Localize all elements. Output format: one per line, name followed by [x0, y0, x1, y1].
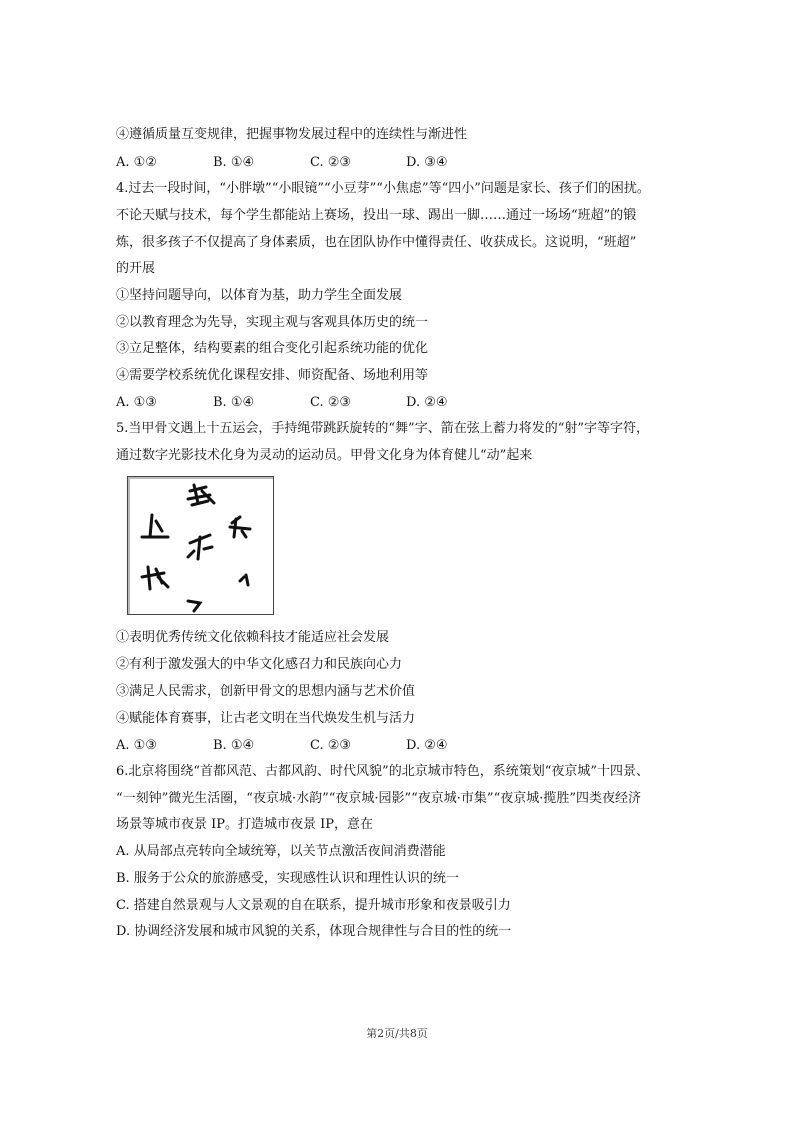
q3-option-b[interactable]: B. ①④: [213, 155, 255, 170]
q4-statement-1: ①坚持问题导向，以体育为基，助力学生全面发展: [116, 288, 403, 303]
q5-statement-3: ③满足人民需求，创新甲骨文的思想内涵与艺术价值: [116, 684, 416, 699]
q5-stem-line: 5.当甲骨文遇上十五运会，手持绳带跳跃旋转的“舞”字、箭在弦上蓄力将发的“射”字等字符，: [116, 421, 649, 436]
q6-choice-c[interactable]: C. 搭建自然景观与人文景观的自在联系，提升城市形象和夜景吸引力: [116, 898, 511, 913]
glyph-bottom: [188, 601, 200, 611]
q4-stem-line: 4.过去一段时间，“小胖墩”“小眼镜”“小豆芽”“小焦虑”等“四小”问题是家长、孩子们的困扰。: [116, 181, 650, 196]
page-number: 第2页/共8页: [366, 1027, 428, 1040]
q5-option-b[interactable]: B. ①④: [213, 738, 255, 753]
q6-stem-line: “一刻钟”微光生活圈，“夜京城·水韵”“夜京城·园影”“夜京城·市集”“夜京城·揽胜”四类夜经济: [116, 791, 641, 806]
q6-stem-line: 场景等城市夜景 IP。打造城市夜景 IP，意在: [116, 817, 374, 832]
q3-option-a[interactable]: A. ①②: [116, 155, 157, 170]
q5-statement-4: ④赋能体育赛事，让古老文明在当代焕发生机与活力: [116, 711, 416, 726]
glyph-center: [188, 535, 212, 559]
q6-choice-a[interactable]: A. 从局部点亮转向全域统筹，以关节点激活夜间消费潜能: [116, 844, 446, 859]
q5-statement-1: ①表明优秀传统文化依赖科技才能适应社会发展: [116, 630, 390, 645]
q6-choice-d[interactable]: D. 协调经济发展和城市风貌的关系，体现合规律性与合目的性的统一: [116, 924, 512, 939]
q6-stem-line: 6.北京将围绕“首都风范、古都风韵、时代风貌”的北京城市特色，系统策划“夜京城”十四景、: [116, 764, 649, 779]
q4-option-a[interactable]: A. ①③: [116, 395, 157, 410]
q4-statement-4: ④需要学校系统优化课程安排、师资配备、场地利用等: [116, 368, 429, 383]
q4-option-b[interactable]: B. ①④: [213, 395, 255, 410]
q4-stem-line: 炼，很多孩子不仅提高了身体素质，也在团队协作中懂得责任、收获成长。这说明，“班超”: [116, 235, 637, 250]
glyph-left: [142, 515, 168, 537]
q4-statement-2: ②以教育理念为先导，实现主观与客观具体历史的统一: [116, 315, 429, 330]
q5-option-c[interactable]: C. ②③: [310, 738, 352, 753]
q5-option-d[interactable]: D. ②④: [406, 738, 448, 753]
q5-statement-2: ②有利于激发强大的中华文化感召力和民族向心力: [116, 657, 403, 672]
q4-stem-line: 的开展: [116, 261, 156, 276]
q5-stem-line: 通过数字光影技术化身为灵动的运动员。甲骨文化身为体育健儿“动”起来: [116, 448, 533, 463]
glyph-top: [188, 485, 214, 505]
q3-option-d[interactable]: D. ③④: [406, 155, 448, 170]
q4-statement-3: ③立足整体，结构要素的组合变化引起系统功能的优化: [116, 341, 429, 356]
q5-option-a[interactable]: A. ①③: [116, 738, 157, 753]
oracle-bone-figure: [127, 476, 274, 615]
glyph-right-small: [240, 575, 248, 585]
q4-option-c[interactable]: C. ②③: [310, 395, 352, 410]
q3-option-c[interactable]: C. ②③: [310, 155, 352, 170]
q4-stem-line: 不论天赋与技术，每个学生都能站上赛场，投出一球、踢出一脚……通过一场场“班超”的锻: [116, 208, 637, 223]
glyph-bottom-left: [142, 567, 168, 589]
q3-statement-4: ④遵循质量互变规律，把握事物发展过程中的连续性与渐进性: [116, 127, 468, 142]
q4-option-d[interactable]: D. ②④: [406, 395, 448, 410]
glyph-right: [230, 517, 250, 537]
oracle-bone-characters: [128, 477, 273, 614]
q6-choice-b[interactable]: B. 服务于公众的旅游感受，实现感性认识和理性认识的统一: [116, 871, 459, 886]
